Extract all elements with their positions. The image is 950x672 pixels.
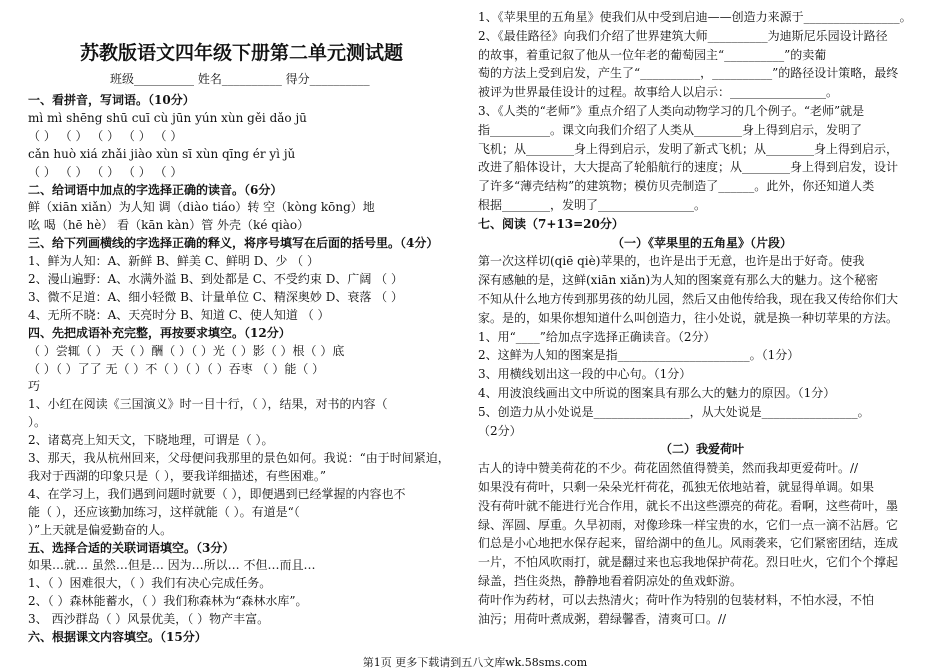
page-title: 苏教版语文四年级下册第二单元测试题 xyxy=(80,42,404,64)
right-lines-item: 第一次这样切(qiē qiè)苹果的，也许是出于无意，也许是出于好奇。使我 xyxy=(478,254,865,269)
left-lines-item: 1、（ ）困难很大，（ ）我们有决心完成任务。 xyxy=(28,576,272,591)
right-lines-item: （二）我爱荷叶 xyxy=(659,442,744,457)
left-lines-item: （ ） （ ） （ ） （ ） （ ） xyxy=(28,128,183,143)
left-lines-item: 五、选择合适的关联词语填空。（3分） xyxy=(28,540,235,555)
left-lines-item: 一、看拼音，写词语。（10分） xyxy=(28,93,195,107)
left-lines-item: 4、无所不晓：A、天亮时分 B、知道 C、使人知道 （ ） xyxy=(28,307,330,322)
right-lines-item: 2、这鲜为人知的图案是指______________________。（1分） xyxy=(478,348,800,363)
left-lines-item: 2、漫山遍野：A、水满外溢 B、到处都是 C、不受约束 D、广阔 （ ） xyxy=(28,272,403,286)
left-lines-item: 二、给词语中加点的字选择正确的读音。（6分） xyxy=(28,182,283,197)
left-lines-item: 我对于西湖的印象只是（ ），要我详细描述，有些困难。” xyxy=(28,468,326,483)
right-lines-item: 1、《苹果里的五角星》使我们从中受到启迪——创造力来源于________________。 xyxy=(478,10,912,24)
left-lines-item: ）”上天就是偏爱勤奋的人。 xyxy=(28,522,173,537)
right-lines-item: 改进了船体设计，大大提高了轮船航行的速度；从________身上得到启发，设计 xyxy=(478,160,899,175)
right-lines-item: 如果没有荷叶，只剩一朵朵光杆荷花，孤独无依地站着，就显得单调。如果 xyxy=(478,480,875,494)
right-lines-item: 3、《人类的“老师”》重点介绍了人类向动物学习的几个例子。“老师”就是 xyxy=(478,104,865,118)
left-lines-item: 巧 xyxy=(28,379,41,394)
left-lines-item: cǎn huò xiá zhǎi jiào xùn sī xùn qīng ér yì jǔ xyxy=(28,146,296,161)
left-lines-item: （ ）尝辄（ ） 天（ ）酬（ ）（ ）光（ ）影（ ）根（ ）底 xyxy=(28,343,345,358)
right-lines-item: 古人的诗中赞美荷花的不少。荷花固然值得赞美，然而我却更爱荷叶。// xyxy=(478,461,859,476)
right-lines-item: 萄的方法上受到启发，产生了“__________，__________”的路径设计策略，最终 xyxy=(478,66,899,81)
right-lines-item: 绿盖，挡住炎热，静静地看着阴凉处的鱼戏虾游。 xyxy=(478,574,743,588)
right-lines-item: 2、《最佳路径》向我们介绍了世界建筑大师__________为迪斯尼乐园设计路径 xyxy=(478,28,888,43)
right-lines-item: 根据________，发明了________________。 xyxy=(478,198,707,212)
left-lines-item: 4、在学习上，我们遇到问题时就要（ ），即便遇到已经掌握的内容也不 xyxy=(28,486,406,501)
left-lines-item: 2、（ ）森林能蓄水，（ ）我们称森林为“森林水库”。 xyxy=(28,594,308,609)
right-lines-item: 了许多“薄壳结构”的建筑物；模仿贝壳制造了______。此外，你还知道人类 xyxy=(478,179,875,194)
left-lines-item: 3、那天，我从杭州回来，父母便问我那里的景色如何。我说：“由于时间紧迫， xyxy=(28,451,450,465)
right-lines-item: 七、阅读（7+13=20分） xyxy=(478,216,624,231)
right-lines-item: 荷叶作为药材，可以去热清火；荷叶作为特别的包装材料，不怕水浸，不怕 xyxy=(478,592,875,607)
right-lines-item: 1、用“____”给加点字选择正确读音。（2分） xyxy=(478,329,716,344)
right-lines-item: 绿、浑圆、厚重。久旱初雨，对像珍珠一样宝贵的水，它们一点一滴不沾唇。它 xyxy=(478,517,899,532)
left-lines-item: 1、鲜为人知：A、新鲜 B、鲜美 C、鲜明 D、少 （ ） xyxy=(28,254,319,269)
left-lines-item: 六、根据课文内容填空。（15分） xyxy=(28,630,207,644)
right-lines-item: 的故事，着重记叙了他从一位年老的葡萄园主“__________”的卖葡 xyxy=(478,47,827,62)
right-lines-item: （一）《苹果里的五角星》（片段） xyxy=(611,235,792,250)
left-lines-item: （ ）（ ）了了 无（ ）不（ ）（ ）（ ）吞枣 （ ）能（ ） xyxy=(28,361,325,376)
right-lines-item: 没有荷叶就不能进行光合作用，就长不出这些漂亮的荷花。看啊，这些荷叶，墨 xyxy=(478,498,899,513)
right-lines-item: 3、用横线划出这一段的中心句。（1分） xyxy=(478,367,692,382)
left-lines-item: mì mì shēng shū cuī cù jūn yún xùn gěi dǎo jū xyxy=(28,110,307,125)
left-lines-item: 3、 西沙群岛（ ）风景优美，（ ）物产丰富。 xyxy=(28,612,270,627)
left-lines-item: 鲜（xiān xiǎn）为人知 调（diào tiáo）转 空（kòng kōng）地 xyxy=(28,200,375,215)
right-lines-item: 4、用波浪线画出文中所说的图案具有那么大的魅力的原因。（1分） xyxy=(478,386,836,400)
left-lines-item: 能（ ），还应该勤加练习，这样就能（ ）。有道是“（ xyxy=(28,504,300,519)
page-footer: 第1页 更多下载请到五八文库wk.58sms.com xyxy=(362,656,588,669)
left-lines-item: 三、给下列画横线的字选择正确的释义，将序号填写在后面的括号里。（4分） xyxy=(28,236,439,251)
right-lines-item: 被评为世界最佳设计的过程。故事给人以启示：________________。 xyxy=(478,85,839,100)
left-lines-item: 3、微不足道：A、细小轻微 B、计量单位 C、精深奥妙 D、衰落 （ ） xyxy=(28,289,403,304)
left-lines-item: （ ） （ ） （ ） （ ） （ ） xyxy=(28,164,183,179)
right-lines-item: 深有感触的是，这鲜(xiān xiǎn)为人知的图案竟有那么大的魅力。这个秘密 xyxy=(478,273,879,288)
right-lines-item: 指__________。课文向我们介绍了人类从________身上得到启示，发明了 xyxy=(478,122,863,137)
left-lines-item: ）。 xyxy=(28,415,47,430)
student-info-fields: 班级__________ 姓名__________ 得分__________ xyxy=(110,72,370,86)
right-lines-item: 不知从什么地方传到那男孩的幼儿园，然后又由他传给我，现在我又传给你们大 xyxy=(478,292,899,306)
right-lines-item: （2分） xyxy=(478,423,522,438)
left-lines-item: 四、先把成语补充完整，再按要求填空。（12分） xyxy=(28,325,291,340)
left-lines-item: 吆 喝（hē hè） 看（kān kàn）管 外壳（ké qiào） xyxy=(28,218,310,233)
right-lines-item: 5、创造力从小处说是________________，从大处说是________________。 xyxy=(478,404,870,419)
right-lines-item: 家。是的，如果你想知道什么叫创造力，往小处说，就是换一种切苹果的方法。 xyxy=(478,310,899,325)
left-lines-item: 1、小红在阅读《三国演义》时一目十行，（ ），结果，对书的内容（ xyxy=(28,397,388,412)
left-lines-item: 如果…就… 虽然…但是… 因为…所以… 不但…而且… xyxy=(28,558,316,573)
right-lines-item: 飞机；从________身上得到启示，发明了新式飞机；从________身上得到启示， xyxy=(478,141,899,156)
right-lines-item: 们总是小心地把水保存起来，留给湖中的鱼儿。风雨袭来，它们紧密团结，连成 xyxy=(478,536,899,551)
right-lines-item: 一片，不怕风吹雨打，就是翻过来也忘我地保护荷花。烈日吐火，它们个个撑起 xyxy=(478,555,899,570)
right-lines-item: 油污；用荷叶煮成粥，碧绿馨香，清爽可口。// xyxy=(478,611,727,626)
left-lines-item: 2、诸葛亮上知天文，下晓地理，可谓是（ ）。 xyxy=(28,433,274,448)
